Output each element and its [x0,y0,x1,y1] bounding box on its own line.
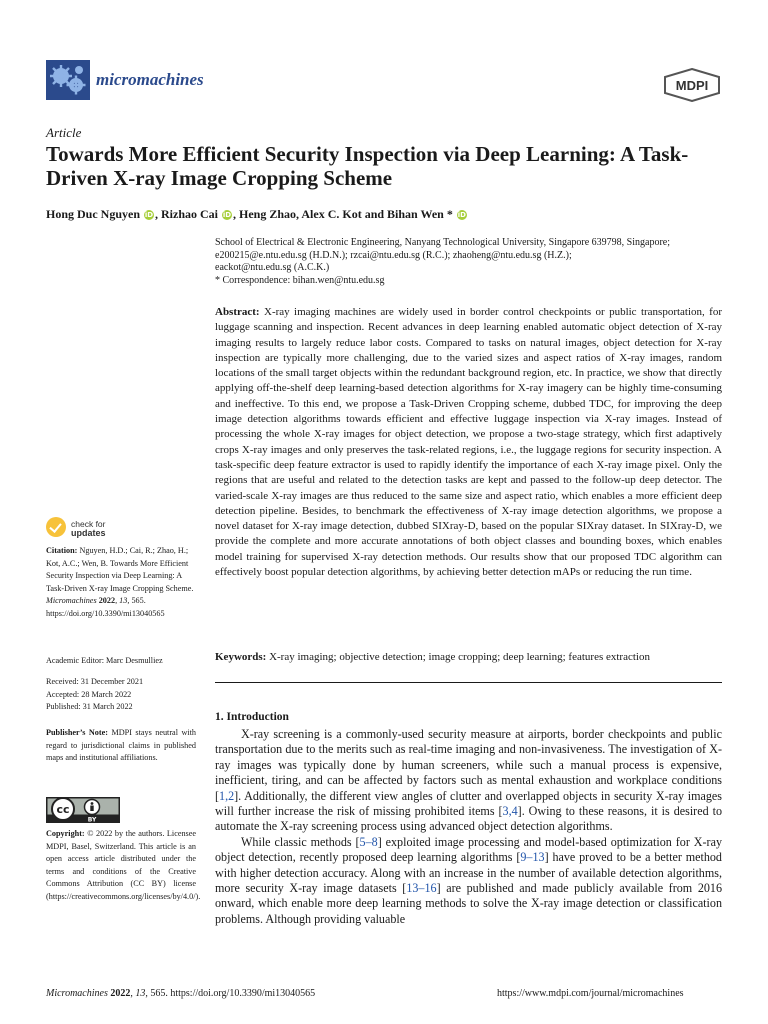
mdpi-logo-text: MDPI [675,78,709,93]
citation-link[interactable]: 3,4 [502,804,518,819]
publisher-note-text: MDPI stays neutral with regard to jurisdictional claims in published maps and institutional affiliations. [46,728,196,763]
check-for-updates-button[interactable] [46,517,146,543]
footer-year: 2022 [110,988,131,999]
footer-journal: Micromachines [46,988,108,999]
updates-label: updates [71,528,106,538]
check-for-label: check for [71,519,106,529]
citation-volume: 13 [119,596,128,606]
academic-editor: Academic Editor: Marc Desmulliez [46,656,163,665]
citation-doi[interactable]: , 565. https://doi.org/10.3390/mi13040565 [46,596,165,618]
footer-volume: 13 [135,988,146,999]
publisher-note-label: Publisher’s Note: [46,728,108,737]
affiliation [215,237,670,287]
citation-link[interactable]: 1,2 [219,788,235,803]
cc-by-glyph: BY [87,816,97,823]
citation-link[interactable]: 5–8 [359,834,378,849]
abstract-text: X-ray imaging machines are widely used in border control checkpoints or public transportation, for luggage scanning and inspection. Recent advances in deep learning enabled automatic object detection of X-ray imaging results to largely reduce labor costs. Compared to tasks on natural images, object detection for X-ray inspection are typically more challenging, due to the varied sizes and aspect ratios of X-ray images, random locations of the small target objects within the redundant background region, etc. In practice, we show that directly applying off-the-shelf deep learning-based detection algorithms for X-ray imagery can be highly time-consuming and ineffective. To this end, we propose a Task-Driven Cropping scheme, dubbed TDC, for improving the deep image detection algorithms towards efficient and effective luggage inspection via X-ray images. Instead of processing the whole X-ray images for object detection, we propose a two-stage strategy, which first adaptively crops X-ray images and only preserves the task-related regions, i.e., the luggage regions for security inspection. A task-specific deep feature extractor is used to rapidly identify the importance of each X-ray image pixel. Only the regions that are useful and related to the detection tasks are kept and passed to the follow-up deep detector. The varied-scale X-ray images are thus reduced to the same size and aspect ratio, which enables a more efficient deep detection pipeline. Besides, to benchmark the effectiveness of X-ray image detection algorithms, we propose a novel dataset for X-ray image detection, dubbed SIXray-D, based on the popular SIXray dataset. In SIXray-D, we provide the complete and more accurate annotations of both object classes and bounding boxes, which enables model training for supervised X-ray detection methods. Our results show that our proposed TDC algorithm can effectively boost popular detection algorithms, by achieving better detection mAPs or reducing the run time. [215,306,722,579]
copyright-text: © 2022 by the authors. Licensee MDPI, Basel, Switzerland. This article is an open access article distributed under the terms and conditions of the Creative Commons Attribution (CC BY) license (https://creativecommons.org/licenses/by/4.0/). [46,829,201,901]
abstract-label: Abstract: [215,306,260,318]
keywords-text: X-ray imaging; objective detection; image cropping; deep learning; features extraction [269,651,650,663]
paragraph: While classic methods [5–8] exploited image processing and model-based optimization for X-ray object detection, recently proposed deep learning algorithms [9–13] have proved to be a better method with higher detection accuracy. Along with an increase in the number of available detection algorithms, more security X-ray image datasets [13–16] are published and made publicly available from 2016 onward, which enable more deep learning methods to solve the X-ray image detection or classification problems. Although providing valuable [215,834,723,926]
journal-gear-logo-icon [46,60,90,100]
orcid-icon[interactable]: iD [457,211,466,219]
article-type: Article [46,125,82,140]
citation-link[interactable]: 13–16 [406,881,437,896]
correspondence[interactable]: * Correspondence: bihan.wen@ntu.edu.sg [215,274,385,286]
citation-link[interactable]: 9–13 [520,850,545,865]
affiliation-emails[interactable]: e200215@e.ntu.edu.sg (H.D.N.); rzcai@ntu.edu.sg (R.C.); zhaoheng@ntu.edu.sg (H.Z.); [215,249,572,261]
citation-year: 2022 [98,596,116,606]
author-name: Hong Duc Nguyen [46,207,141,221]
author-name: , Heng Zhao, Alex C. Kot and Bihan Wen * [233,207,453,221]
citation-text: Nguyen, H.D.; Cai, R.; Zhao, H.; Kot, A.C.; Wen, B. Towards More Efficient Security Inspection via Deep Learning: A Task-Driven X-ray Image Cropping Scheme. [46,546,194,593]
citation-journal: Micromachines [46,596,97,606]
received-date: Received: 31 December 2021 [46,677,144,686]
published-date: Published: 31 March 2022 [46,702,133,712]
keywords-label: Keywords: [215,651,267,663]
citation-block: Citation: Nguyen, H.D.; Cai, R.; Zhao, H.; Kot, A.C.; Wen, B. Towards More Efficient Security Inspection via Deep Learning: A Task-Driven X-ray Image Cropping Scheme. Micromachines 2022, 13, 565. https://doi.org/10.3390/mi13040565 [46,546,194,618]
abstract [215,305,722,580]
section-heading: 1. Introduction [215,711,289,723]
author-name: , Rizhao Cai [155,207,219,221]
paragraph: X-ray screening is a commonly-used security measure at airports, border checkpoints and public transportation due to the merits such as real-time imaging and non-invasiveness. The investigation of X-ray images was typically done by human screeners, while such a manual process is expensive, inefficient, tiring, and can be affected by factors such as mental exhaustion and workplace conditions [1,2]. Additionally, the different view angles of clutter and overlapped objects in security X-ray images will further increase the risk of missing prohibited items [3,4]. Owing to these reasons, it is desired to automate the X-ray screening process using advanced object detection algorithms. [215,727,722,834]
keywords [215,650,735,665]
mdpi-logo-icon[interactable] [662,68,722,102]
checkmark-icon [46,517,66,537]
orcid-icon[interactable]: iD [222,211,232,219]
journal-name[interactable]: micromachines [96,70,204,89]
footer-citation: Micromachines 2022, 13, 565. https://doi.org/10.3390/mi13040565 [46,988,316,999]
citation-label: Citation: [46,546,78,555]
affiliation-emails[interactable]: eackot@ntu.edu.sg (A.C.K.) [215,262,330,274]
copyright-label: Copyright: [46,829,85,838]
accepted-date: Accepted: 28 March 2022 [46,689,132,699]
cc-glyph: cc [56,803,70,816]
footer-journal-url[interactable]: https://www.mdpi.com/journal/micromachines [497,988,684,999]
copyright-notice [46,828,201,904]
publication-dates [46,676,196,714]
paper-title: Towards More Efficient Security Inspection via Deep Learning: A Task-Driven X-ray Image Cropping Scheme [46,142,689,190]
author-list [46,207,468,222]
orcid-icon[interactable]: iD [144,211,154,219]
footer-doi[interactable]: , 565. https://doi.org/10.3390/mi13040565 [145,988,316,999]
section-divider [215,682,722,683]
introduction-body [215,727,722,927]
publisher-note [46,727,196,765]
affiliation-line: School of Electrical & Electronic Engineering, Nanyang Technological University, Singapore 639798, Singapore; [215,237,671,248]
cc-by-license-icon[interactable] [46,797,120,823]
